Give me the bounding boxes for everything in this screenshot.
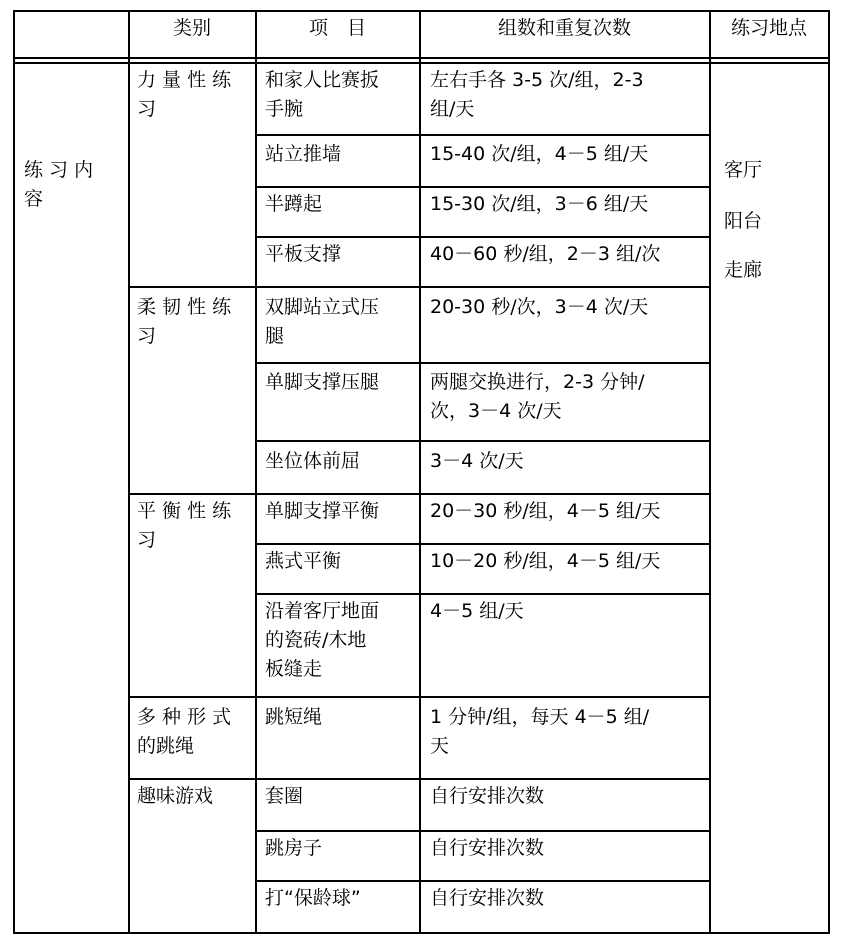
category-jump-rope: 多 种 形 式 的跳绳	[137, 706, 232, 757]
item-name: 双脚站立式压 腿	[265, 296, 380, 347]
item-sets: 20-30 秒/次，3－4 次/天	[430, 296, 649, 318]
col-border-sets	[419, 10, 421, 934]
item-name: 打“保龄球”	[265, 887, 361, 909]
item-name: 半蹲起	[265, 193, 323, 215]
row-divider	[255, 543, 710, 545]
item-name: 跳短绳	[265, 706, 323, 728]
item-sets: 3－4 次/天	[430, 450, 524, 472]
location-corridor: 走廊	[724, 259, 763, 281]
item-sets: 10－20 秒/组，4－5 组/天	[430, 550, 661, 572]
item-sets: 4－5 组/天	[430, 600, 524, 622]
col-border-left	[13, 10, 15, 934]
item-name: 单脚支撑平衡	[265, 500, 380, 522]
item-sets: 自行安排次数	[430, 837, 545, 859]
item-name: 跳房子	[265, 837, 323, 859]
col-border-item	[255, 10, 257, 934]
row-divider	[255, 830, 710, 832]
row-divider	[255, 236, 710, 238]
row-label: 练 习 内 容	[24, 159, 94, 210]
col-border-right	[828, 10, 830, 934]
item-sets: 15-40 次/组，4－5 组/天	[430, 143, 649, 165]
header-bottom-border	[13, 57, 829, 59]
location-balcony: 阳台	[724, 210, 763, 232]
item-sets: 自行安排次数	[430, 785, 545, 807]
item-sets: 自行安排次数	[430, 887, 545, 909]
item-name: 平板支撑	[265, 243, 342, 265]
item-name: 套圈	[265, 785, 304, 807]
header-gap-border	[13, 62, 829, 64]
table-bottom-border	[13, 932, 829, 934]
item-sets: 两腿交换进行，2-3 分钟/ 次，3－4 次/天	[430, 371, 645, 422]
category-flexibility: 柔 韧 性 练 习	[137, 296, 232, 347]
row-divider	[255, 186, 710, 188]
header-item: 项 目	[308, 17, 366, 39]
category-balance: 平 衡 性 练 习	[137, 500, 232, 551]
item-name: 和家人比赛扳 手腕	[265, 69, 380, 120]
item-sets: 左右手各 3-5 次/组，2-3 组/天	[430, 69, 644, 120]
item-name: 沿着客厅地面 的瓷砖/木地 板缝走	[265, 600, 380, 680]
category-fun-games: 趣味游戏	[137, 785, 214, 807]
item-sets: 1 分钟/组，每天 4－5 组/ 天	[430, 706, 650, 757]
header-location: 练习地点	[730, 17, 807, 39]
item-sets: 40－60 秒/组，2－3 组/次	[430, 243, 661, 265]
row-divider	[255, 134, 710, 136]
row-divider	[255, 440, 710, 442]
col-border-category	[128, 10, 130, 934]
item-sets: 15-30 次/组，3－6 组/天	[430, 193, 649, 215]
item-name: 燕式平衡	[265, 550, 342, 572]
header-category: 类别	[172, 17, 211, 39]
item-name: 站立推墙	[265, 143, 342, 165]
row-divider	[255, 362, 710, 364]
item-name: 坐位体前屈	[265, 450, 361, 472]
location-living-room: 客厅	[724, 159, 763, 181]
row-divider	[255, 593, 710, 595]
category-strength: 力 量 性 练 习	[137, 69, 232, 120]
item-name: 单脚支撑压腿	[265, 371, 380, 393]
row-divider	[255, 880, 710, 882]
table-top-border	[13, 10, 829, 12]
item-sets: 20－30 秒/组，4－5 组/天	[430, 500, 661, 522]
col-border-location	[709, 10, 711, 934]
header-sets: 组数和重复次数	[497, 17, 631, 39]
